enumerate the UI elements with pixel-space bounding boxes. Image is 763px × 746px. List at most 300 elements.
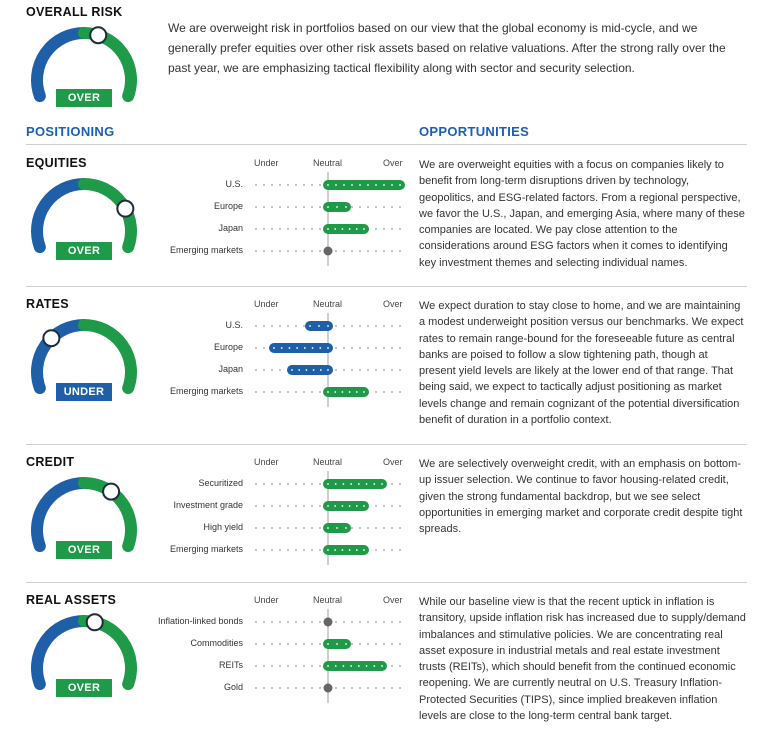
real-assets-row-label: Gold xyxy=(223,682,243,692)
real-assets-track-dot xyxy=(311,687,313,689)
real-assets-position-chart xyxy=(248,607,408,707)
rates-bar-dot xyxy=(313,369,315,371)
rates-track-dot xyxy=(263,325,265,327)
credit-bar-dot xyxy=(342,505,344,507)
credit-row-label: Securitized xyxy=(198,478,243,488)
equities-track-dot xyxy=(287,206,289,208)
real-assets-track-dot xyxy=(311,621,313,623)
credit-axis-neutral: Neutral xyxy=(313,457,343,467)
rates-badge: UNDER xyxy=(56,383,112,401)
real-assets-track-dot xyxy=(311,665,313,667)
rates-track-dot xyxy=(359,325,361,327)
credit-track-dot xyxy=(391,483,393,485)
real-assets-bar-dot xyxy=(335,665,337,667)
equities-track-dot xyxy=(399,250,401,252)
rates-track-dot xyxy=(255,369,257,371)
rates-position-bar xyxy=(287,365,333,375)
rates-track-dot xyxy=(319,391,321,393)
credit-axis-under: Under xyxy=(254,457,279,467)
rates-track-dot xyxy=(375,369,377,371)
rates-bar-dot xyxy=(327,325,329,327)
equities-track-dot xyxy=(271,250,273,252)
credit-track-dot xyxy=(375,505,377,507)
rates-bar-dot xyxy=(349,391,351,393)
credit-track-dot xyxy=(399,505,401,507)
credit-badge: OVER xyxy=(56,541,112,559)
real-assets-bar-dot xyxy=(345,643,347,645)
real-assets-axis-under: Under xyxy=(254,595,279,605)
rates-track-dot xyxy=(399,391,401,393)
equities-track-dot xyxy=(287,228,289,230)
rates-track-dot xyxy=(287,325,289,327)
rates-track-dot xyxy=(391,369,393,371)
rates-gauge-over-arc xyxy=(84,325,131,388)
rates-bar-dot xyxy=(320,369,322,371)
credit-track-dot xyxy=(263,505,265,507)
equities-row-label: Emerging markets xyxy=(169,245,243,255)
credit-track-dot xyxy=(303,483,305,485)
real-assets-track-dot xyxy=(383,687,385,689)
equities-track-dot xyxy=(391,206,393,208)
rates-bar-dot xyxy=(334,391,336,393)
equities-track-dot xyxy=(311,250,313,252)
credit-track-dot xyxy=(311,505,313,507)
real-assets-track-dot xyxy=(263,621,265,623)
rates-track-dot xyxy=(375,347,377,349)
credit-track-dot xyxy=(399,527,401,529)
equities-track-dot xyxy=(311,184,313,186)
real-assets-bar-dot xyxy=(327,643,329,645)
rates-axis-neutral: Neutral xyxy=(313,299,343,309)
rates-track-dot xyxy=(271,391,273,393)
rates-track-dot xyxy=(399,325,401,327)
rates-track-dot xyxy=(359,347,361,349)
real-assets-track-dot xyxy=(383,643,385,645)
equities-track-dot xyxy=(295,184,297,186)
credit-bar-dot xyxy=(327,549,329,551)
real-assets-track-dot xyxy=(391,621,393,623)
credit-track-dot xyxy=(287,549,289,551)
real-assets-track-dot xyxy=(367,643,369,645)
real-assets-track-dot xyxy=(375,621,377,623)
equities-track-dot xyxy=(303,206,305,208)
credit-row-label: Emerging markets xyxy=(169,544,243,554)
equities-bar-dot xyxy=(375,184,377,186)
rates-track-dot xyxy=(311,391,313,393)
equities-axis-neutral: Neutral xyxy=(313,158,343,168)
real-assets-position-marker xyxy=(324,618,333,627)
real-assets-track-dot xyxy=(279,665,281,667)
rates-bar-dot xyxy=(327,347,329,349)
credit-divider xyxy=(26,444,747,445)
real-assets-track-dot xyxy=(375,643,377,645)
equities-track-dot xyxy=(375,250,377,252)
rates-track-dot xyxy=(375,391,377,393)
credit-bar-dot xyxy=(358,483,360,485)
real-assets-track-dot xyxy=(287,643,289,645)
equities-gauge-under-arc xyxy=(37,184,84,247)
opportunities-header: OPPORTUNITIES xyxy=(419,124,530,139)
real-assets-track-dot xyxy=(255,643,257,645)
rates-row-label: Japan xyxy=(218,364,243,374)
equities-track-dot xyxy=(279,228,281,230)
equities-track-dot xyxy=(399,206,401,208)
credit-track-dot xyxy=(319,527,321,529)
equities-title: EQUITIES xyxy=(26,156,87,170)
real-assets-track-dot xyxy=(359,621,361,623)
real-assets-track-dot xyxy=(351,643,353,645)
equities-track-dot xyxy=(391,228,393,230)
equities-track-dot xyxy=(319,228,321,230)
rates-track-dot xyxy=(399,347,401,349)
credit-track-dot xyxy=(295,483,297,485)
real-assets-track-dot xyxy=(279,621,281,623)
rates-axis-under: Under xyxy=(254,299,279,309)
equities-track-dot xyxy=(279,206,281,208)
rates-bar-dot xyxy=(319,347,321,349)
real-assets-track-dot xyxy=(287,665,289,667)
real-assets-track-dot xyxy=(399,665,401,667)
credit-bar-dot xyxy=(327,505,329,507)
rates-track-dot xyxy=(303,325,305,327)
rates-track-dot xyxy=(351,369,353,371)
credit-bar-dot xyxy=(363,549,365,551)
real-assets-track-dot xyxy=(319,621,321,623)
credit-row-label: High yield xyxy=(203,522,243,532)
rates-track-dot xyxy=(255,325,257,327)
credit-gauge-indicator xyxy=(103,484,119,500)
real-assets-track-dot xyxy=(303,687,305,689)
equities-row-label: U.S. xyxy=(225,179,243,189)
real-assets-track-dot xyxy=(367,687,369,689)
equities-bar-dot xyxy=(351,184,353,186)
equities-track-dot xyxy=(383,228,385,230)
equities-track-dot xyxy=(255,206,257,208)
credit-bar-dot xyxy=(334,549,336,551)
equities-track-dot xyxy=(263,250,265,252)
rates-divider xyxy=(26,286,747,287)
credit-track-dot xyxy=(263,527,265,529)
rates-bar-dot xyxy=(342,391,344,393)
equities-track-dot xyxy=(359,250,361,252)
positioning-header: POSITIONING xyxy=(26,124,115,139)
equities-track-dot xyxy=(311,228,313,230)
equities-track-dot xyxy=(279,250,281,252)
equities-track-dot xyxy=(391,250,393,252)
credit-position-bar xyxy=(323,545,369,555)
equities-track-dot xyxy=(319,206,321,208)
credit-track-dot xyxy=(295,549,297,551)
rates-track-dot xyxy=(383,391,385,393)
equities-track-dot xyxy=(271,184,273,186)
real-assets-axis-neutral: Neutral xyxy=(313,595,343,605)
real-assets-position-marker xyxy=(324,684,333,693)
credit-track-dot xyxy=(279,549,281,551)
credit-track-dot xyxy=(303,505,305,507)
rates-position-bar xyxy=(323,387,369,397)
real-assets-row-label: Inflation-linked bonds xyxy=(157,616,243,626)
rates-bar-dot xyxy=(363,391,365,393)
rates-track-dot xyxy=(343,369,345,371)
credit-track-dot xyxy=(303,527,305,529)
equities-track-dot xyxy=(343,250,345,252)
equities-track-dot xyxy=(271,228,273,230)
rates-track-dot xyxy=(335,347,337,349)
rates-track-dot xyxy=(263,347,265,349)
equities-track-dot xyxy=(367,206,369,208)
rates-track-dot xyxy=(255,391,257,393)
equities-track-dot xyxy=(255,228,257,230)
rates-track-dot xyxy=(279,325,281,327)
real-assets-bar-dot xyxy=(343,665,345,667)
rates-track-dot xyxy=(343,325,345,327)
equities-bar-dot xyxy=(343,184,345,186)
equities-bar-dot xyxy=(327,184,329,186)
equities-track-dot xyxy=(295,206,297,208)
real-assets-bar-dot xyxy=(358,665,360,667)
overall-risk-text: We are overweight risk in portfolios based on our view that the global economy is mid-cycle, and we generally prefer equities over other risk assets based on relative valuations. After the strong rally over the past year, we are emphasizing tactical flexibility along with sector and security selection. xyxy=(168,21,726,75)
rates-track-dot xyxy=(399,369,401,371)
real-assets-track-dot xyxy=(399,643,401,645)
real-assets-track-dot xyxy=(359,643,361,645)
real-assets-track-dot xyxy=(295,621,297,623)
real-assets-text: While our baseline view is that the recent uptick in inflation is transitory, upside inflation risk has increased due to supply/demand imbalances and stimulative policies. We are concentrating real asset exposure in industrial metals and real estate investment trusts (REITs), which should benefit from the continued economic reopening. We are currently neutral on U.S. Treasury Inflation-Protected Securities (TIPS), since implied breakeven inflation levels are close to the long-term central bank target. xyxy=(419,596,746,723)
rates-track-dot xyxy=(351,325,353,327)
equities-track-dot xyxy=(367,250,369,252)
real-assets-track-dot xyxy=(391,643,393,645)
real-assets-track-dot xyxy=(271,643,273,645)
equities-axis-over: Over xyxy=(383,158,403,168)
credit-track-dot xyxy=(295,527,297,529)
equities-track-dot xyxy=(399,228,401,230)
rates-bar-dot xyxy=(327,391,329,393)
rates-bar-dot xyxy=(298,369,300,371)
equities-bar-dot xyxy=(336,206,338,208)
rates-track-dot xyxy=(343,347,345,349)
credit-position-chart xyxy=(248,469,408,569)
rates-track-dot xyxy=(271,369,273,371)
rates-position-bar xyxy=(269,343,333,353)
overall-risk-gauge-indicator xyxy=(90,27,106,43)
rates-position-chart xyxy=(248,311,408,411)
equities-row-label: Japan xyxy=(218,223,243,233)
credit-bar-dot xyxy=(356,505,358,507)
equities-bar-dot xyxy=(342,228,344,230)
credit-track-dot xyxy=(279,527,281,529)
equities-track-dot xyxy=(287,250,289,252)
equities-bar-dot xyxy=(391,184,393,186)
credit-track-dot xyxy=(271,483,273,485)
overall-risk-gauge-under-arc xyxy=(37,33,84,96)
real-assets-badge: OVER xyxy=(56,679,112,697)
real-assets-track-dot xyxy=(295,643,297,645)
real-assets-track-dot xyxy=(295,665,297,667)
real-assets-bar-dot xyxy=(336,643,338,645)
equities-text: We are overweight equities with a focus on companies likely to benefit from long-term disruptions driven by technology, geopolitics, and ESG-related factors. From a regional perspective, we favor the U.S., Japan, and emerging Asia, where many of these companies are located. We pay close attention to the considerations around ESG factors when it comes to identifying key investment themes and selecting individual names. xyxy=(419,159,745,269)
credit-track-dot xyxy=(383,505,385,507)
rates-track-dot xyxy=(255,347,257,349)
credit-row-label: Investment grade xyxy=(173,500,243,510)
credit-track-dot xyxy=(383,527,385,529)
rates-bar-dot xyxy=(306,369,308,371)
real-assets-track-dot xyxy=(319,665,321,667)
equities-track-dot xyxy=(263,184,265,186)
credit-bar-dot xyxy=(381,483,383,485)
real-assets-track-dot xyxy=(295,687,297,689)
equities-bar-dot xyxy=(367,184,369,186)
rates-bar-dot xyxy=(318,325,320,327)
equities-track-dot xyxy=(335,250,337,252)
rates-gauge-indicator xyxy=(43,330,59,346)
real-assets-track-dot xyxy=(263,665,265,667)
rates-bar-dot xyxy=(304,347,306,349)
credit-track-dot xyxy=(271,549,273,551)
credit-track-dot xyxy=(375,527,377,529)
credit-track-dot xyxy=(279,483,281,485)
rates-bar-dot xyxy=(296,347,298,349)
equities-track-dot xyxy=(255,250,257,252)
real-assets-track-dot xyxy=(311,643,313,645)
rates-bar-dot xyxy=(289,347,291,349)
rates-row-label: Europe xyxy=(213,342,243,352)
credit-track-dot xyxy=(287,483,289,485)
rates-track-dot xyxy=(391,325,393,327)
real-assets-track-dot xyxy=(271,621,273,623)
real-assets-track-dot xyxy=(319,687,321,689)
real-assets-track-dot xyxy=(303,621,305,623)
credit-track-dot xyxy=(399,483,401,485)
equities-track-dot xyxy=(319,184,321,186)
equities-track-dot xyxy=(263,228,265,230)
credit-bar-dot xyxy=(366,483,368,485)
rates-bar-dot xyxy=(312,347,314,349)
real-assets-track-dot xyxy=(255,665,257,667)
overall-risk-gauge-over-arc xyxy=(84,33,131,96)
real-assets-bar-dot xyxy=(373,665,375,667)
real-assets-track-dot xyxy=(263,643,265,645)
credit-bar-dot xyxy=(342,549,344,551)
credit-bar-dot xyxy=(356,549,358,551)
header-divider xyxy=(26,144,747,145)
rates-bar-dot xyxy=(309,325,311,327)
equities-track-dot xyxy=(303,250,305,252)
equities-bar-dot xyxy=(327,228,329,230)
equities-track-dot xyxy=(319,250,321,252)
credit-bar-dot xyxy=(349,505,351,507)
rates-text: We expect duration to stay close to home, and we are maintaining a modest underweight position versus our benchmarks. We expect rates to remain range-bound for the foreseeable future as central banks are poised to follow a slow tightening path, though at present yield levels are likely at the lower end of that range. That being said, we expect to tactically adjust positioning as market levels change and remain cognizant of the potential diversification benefit of duration in a portfolio context. xyxy=(419,300,744,427)
credit-track-dot xyxy=(359,527,361,529)
equities-track-dot xyxy=(303,228,305,230)
equities-axis-under: Under xyxy=(254,158,279,168)
credit-bar-dot xyxy=(349,549,351,551)
equities-track-dot xyxy=(383,206,385,208)
rates-bar-dot xyxy=(281,347,283,349)
rates-bar-dot xyxy=(291,369,293,371)
real-assets-row-label: REITs xyxy=(218,660,243,670)
real-assets-track-dot xyxy=(287,687,289,689)
credit-position-bar xyxy=(323,479,387,489)
credit-bar-dot xyxy=(327,483,329,485)
credit-bar-dot xyxy=(334,505,336,507)
real-assets-track-dot xyxy=(375,687,377,689)
credit-track-dot xyxy=(319,505,321,507)
rates-axis-over: Over xyxy=(383,299,403,309)
credit-track-dot xyxy=(255,505,257,507)
equities-track-dot xyxy=(311,206,313,208)
rates-track-dot xyxy=(383,325,385,327)
rates-track-dot xyxy=(335,369,337,371)
real-assets-track-dot xyxy=(383,621,385,623)
real-assets-divider xyxy=(26,582,747,583)
credit-bar-dot xyxy=(336,527,338,529)
rates-track-dot xyxy=(263,391,265,393)
real-assets-track-dot xyxy=(255,687,257,689)
equities-bar-dot xyxy=(335,184,337,186)
equities-track-dot xyxy=(263,206,265,208)
credit-track-dot xyxy=(391,549,393,551)
real-assets-track-dot xyxy=(271,687,273,689)
rates-track-dot xyxy=(367,325,369,327)
credit-track-dot xyxy=(391,505,393,507)
rates-track-dot xyxy=(391,391,393,393)
credit-track-dot xyxy=(351,527,353,529)
credit-track-dot xyxy=(255,549,257,551)
credit-title: CREDIT xyxy=(26,455,75,469)
rates-track-dot xyxy=(383,347,385,349)
equities-track-dot xyxy=(271,206,273,208)
credit-track-dot xyxy=(295,505,297,507)
rates-track-dot xyxy=(383,369,385,371)
equities-bar-dot xyxy=(363,228,365,230)
credit-track-dot xyxy=(303,549,305,551)
real-assets-bar-dot xyxy=(381,665,383,667)
credit-bar-dot xyxy=(373,483,375,485)
credit-track-dot xyxy=(311,483,313,485)
equities-row-label: Europe xyxy=(213,201,243,211)
equities-track-dot xyxy=(303,184,305,186)
real-assets-row-label: Commodities xyxy=(190,638,243,648)
credit-track-dot xyxy=(287,527,289,529)
credit-text: We are selectively overweight credit, with an emphasis on bottom-up issuer selection. We continue to favor housing-related credit, given the strong fundamental backdrop, but we see select opportunities in emerging market and corporate credit despite tight spreads. xyxy=(419,458,743,536)
credit-track-dot xyxy=(255,527,257,529)
rates-row-label: U.S. xyxy=(225,320,243,330)
credit-track-dot xyxy=(271,505,273,507)
real-assets-track-dot xyxy=(287,621,289,623)
credit-position-bar xyxy=(323,501,369,511)
real-assets-track-dot xyxy=(351,687,353,689)
rates-bar-dot xyxy=(356,391,358,393)
credit-track-dot xyxy=(383,549,385,551)
real-assets-track-dot xyxy=(303,643,305,645)
credit-track-dot xyxy=(319,549,321,551)
rates-track-dot xyxy=(295,325,297,327)
credit-bar-dot xyxy=(335,483,337,485)
real-assets-track-dot xyxy=(391,687,393,689)
credit-bar-dot xyxy=(350,483,352,485)
equities-bar-dot xyxy=(399,184,401,186)
equities-track-dot xyxy=(375,228,377,230)
rates-track-dot xyxy=(279,391,281,393)
real-assets-position-bar xyxy=(323,661,387,671)
credit-track-dot xyxy=(319,483,321,485)
equities-track-dot xyxy=(359,206,361,208)
real-assets-track-dot xyxy=(351,621,353,623)
credit-bar-dot xyxy=(327,527,329,529)
rates-track-dot xyxy=(295,391,297,393)
real-assets-track-dot xyxy=(367,621,369,623)
equities-position-chart xyxy=(248,170,408,270)
equities-track-dot xyxy=(351,250,353,252)
